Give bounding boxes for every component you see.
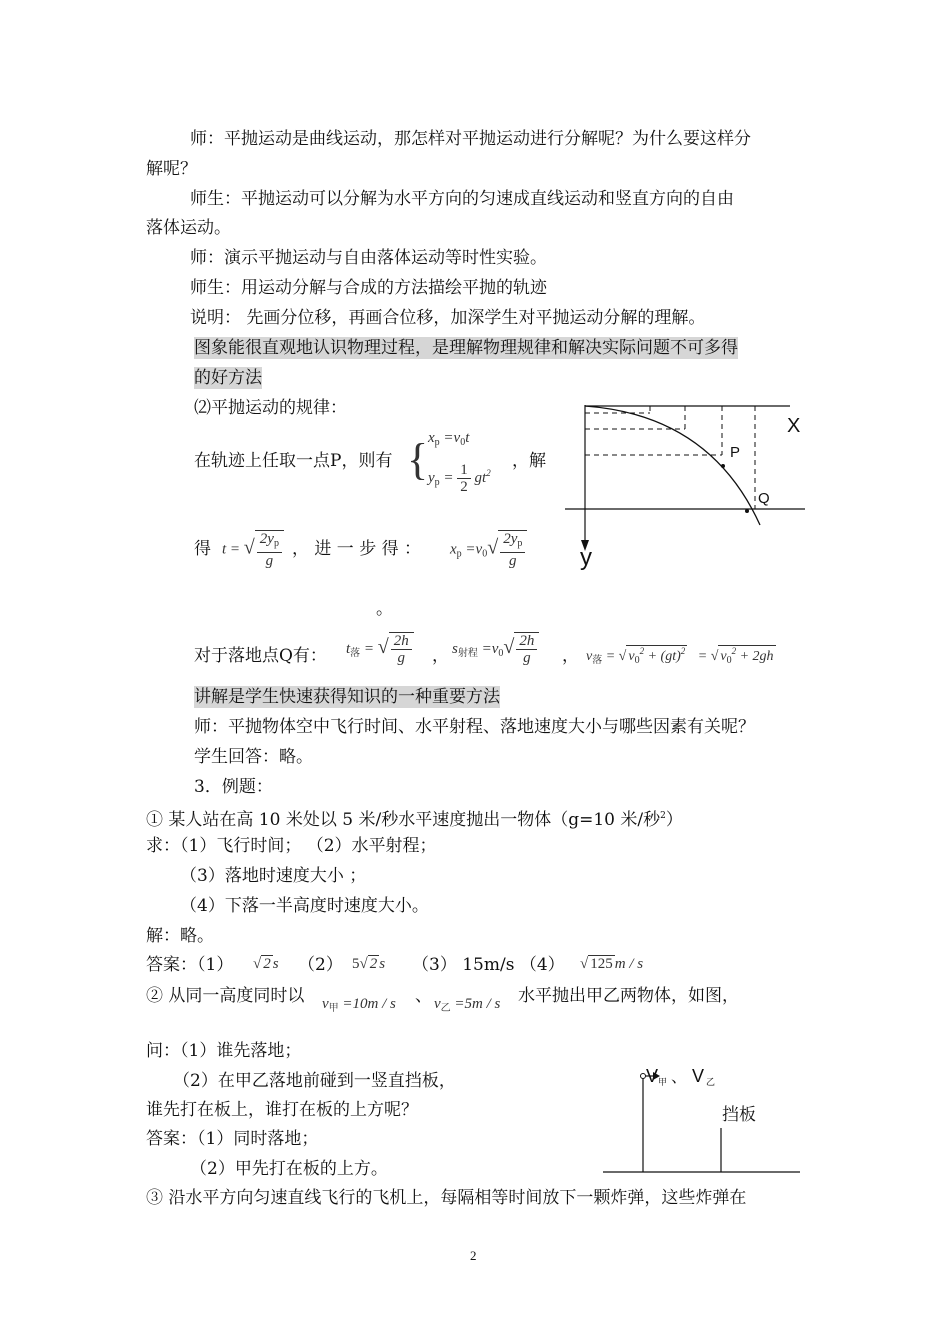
y-label: y	[580, 544, 592, 571]
highlighted-text: 讲解是学生快速获得知识的一种重要方法	[194, 687, 500, 707]
text-line: 谁先打在板上，谁打在板的上方呢？	[146, 1100, 418, 1120]
separator: 、	[671, 1069, 688, 1086]
text-line: ，	[432, 646, 449, 666]
equation-t-fall: $t_落$ = √ $\frac{2h}{g}$	[346, 632, 414, 666]
text-line: 对于落地点Q有：	[194, 646, 327, 666]
text-line: ① 某人站在高 10 米处以 5 米/秒水平速度抛出一物体（g=10 米/秒$^2$）	[146, 810, 683, 830]
text-line: （4）下落一半高度时速度大小。	[180, 896, 429, 916]
text-line: （3） 15m/s （4）	[412, 955, 565, 975]
equation-yp: $y_p$ = $\frac{1}{2}$ $gt^2$	[428, 462, 491, 495]
equation-xp-result: $x_p =v_0√$ $\frac{2y_p}{g}$	[450, 530, 527, 569]
text-line: 答案：（1）同时落地；	[146, 1129, 319, 1149]
text-line: 答案：（1）	[146, 955, 234, 975]
highlighted-text: 图象能很直观地认识物理过程，是理解物理规律和解决实际问题不可多得	[194, 338, 738, 358]
brace: {	[407, 435, 429, 484]
text-line: ，解	[512, 451, 546, 471]
text-line: （2）在甲乙落地前碰到一竖直挡板，	[173, 1071, 456, 1091]
text-line: 水平抛出甲乙两物体，如图，	[518, 986, 739, 1006]
board-figure	[600, 1060, 810, 1180]
text-line: 学生回答：略。	[194, 747, 313, 767]
x-label: X	[787, 415, 801, 437]
text-line: 、	[415, 986, 432, 1006]
v1-sub: 甲	[658, 1077, 668, 1087]
p-label: P	[730, 444, 741, 461]
text-line: ② 从同一高度同时以	[146, 986, 305, 1006]
text-line: 师：演示平抛运动与自由落体运动等时性实验。	[190, 248, 547, 268]
v2-label: V	[692, 1066, 705, 1086]
q-label: Q	[758, 490, 770, 507]
text-line: 师生：用运动分解与合成的方法描绘平抛的轨迹	[190, 278, 547, 298]
equation-xp: $x_p =v_0t$	[428, 430, 470, 448]
text-line: 落体运动。	[146, 218, 231, 238]
text-line: （2）	[298, 955, 343, 975]
trajectory-curve	[585, 406, 760, 525]
highlighted-text: 的好方法	[194, 368, 262, 388]
text-line: 得	[194, 539, 211, 559]
v2-sub: 乙	[706, 1077, 716, 1087]
point-p	[721, 464, 725, 468]
text-line: ⑵平抛运动的规律：	[194, 398, 347, 418]
text-line: 3．例题：	[194, 777, 273, 797]
text-line: 问：（1）谁先落地；	[146, 1041, 302, 1061]
text-line: （2）甲先打在板的上方。	[190, 1159, 388, 1179]
trajectory-figure	[560, 395, 820, 575]
text-line: 说明： 先画分位移，再画合位移，加深学生对平抛运动分解的理解。	[190, 308, 706, 328]
point-q	[745, 509, 749, 513]
text-line: 师：平抛运动是曲线运动，那怎样对平抛运动进行分解呢？为什么要这样分	[190, 129, 751, 149]
text-line: （3）落地时速度大小 ；	[180, 866, 367, 886]
equation-v-fall: $v_落$ = √ $v_0^2 + (gt)^2$ = √ $v_0^2 + 2gh$	[586, 646, 774, 666]
text-line: 在轨迹上任取一点P，则有	[194, 451, 393, 471]
page-number: 2	[470, 1248, 477, 1263]
launch-point	[641, 1074, 646, 1079]
text-line: 解呢？	[146, 159, 197, 179]
answer-1: √ 2 s	[253, 956, 279, 972]
answer-4: √ 125 m / s	[580, 956, 644, 972]
text-line: 。	[376, 599, 393, 619]
board-label: 挡板	[722, 1105, 756, 1124]
text-line: 师生：平抛运动可以分解为水平方向的匀速成直线运动和竖直方向的自由	[190, 189, 734, 209]
text-line: 师：平抛物体空中飞行时间、水平射程、落地速度大小与哪些因素有关呢？	[194, 717, 755, 737]
text-line: 解：略。	[146, 926, 214, 946]
equation-range: $s_{射程} =v_0√$ $\frac{2h}{g}$	[452, 632, 539, 666]
answer-2: 5√ 2 s	[352, 956, 386, 972]
velocity-jia: $v_甲 =10m / s$	[322, 996, 396, 1014]
text-line: 求：（1）飞行时间； （2）水平射程；	[146, 836, 437, 856]
text-line: ，	[562, 646, 579, 666]
text-line: ， 进 一 步 得 ：	[292, 539, 422, 559]
velocity-yi: $v_乙 =5m / s$	[434, 996, 501, 1014]
v1-label: V	[646, 1066, 659, 1086]
equation-t: t = √ $\frac{2y_p}{g}$	[222, 530, 284, 569]
text-line: ③ 沿水平方向匀速直线飞行的飞机上，每隔相等时间放下一颗炸弹，这些炸弹在	[146, 1188, 747, 1208]
